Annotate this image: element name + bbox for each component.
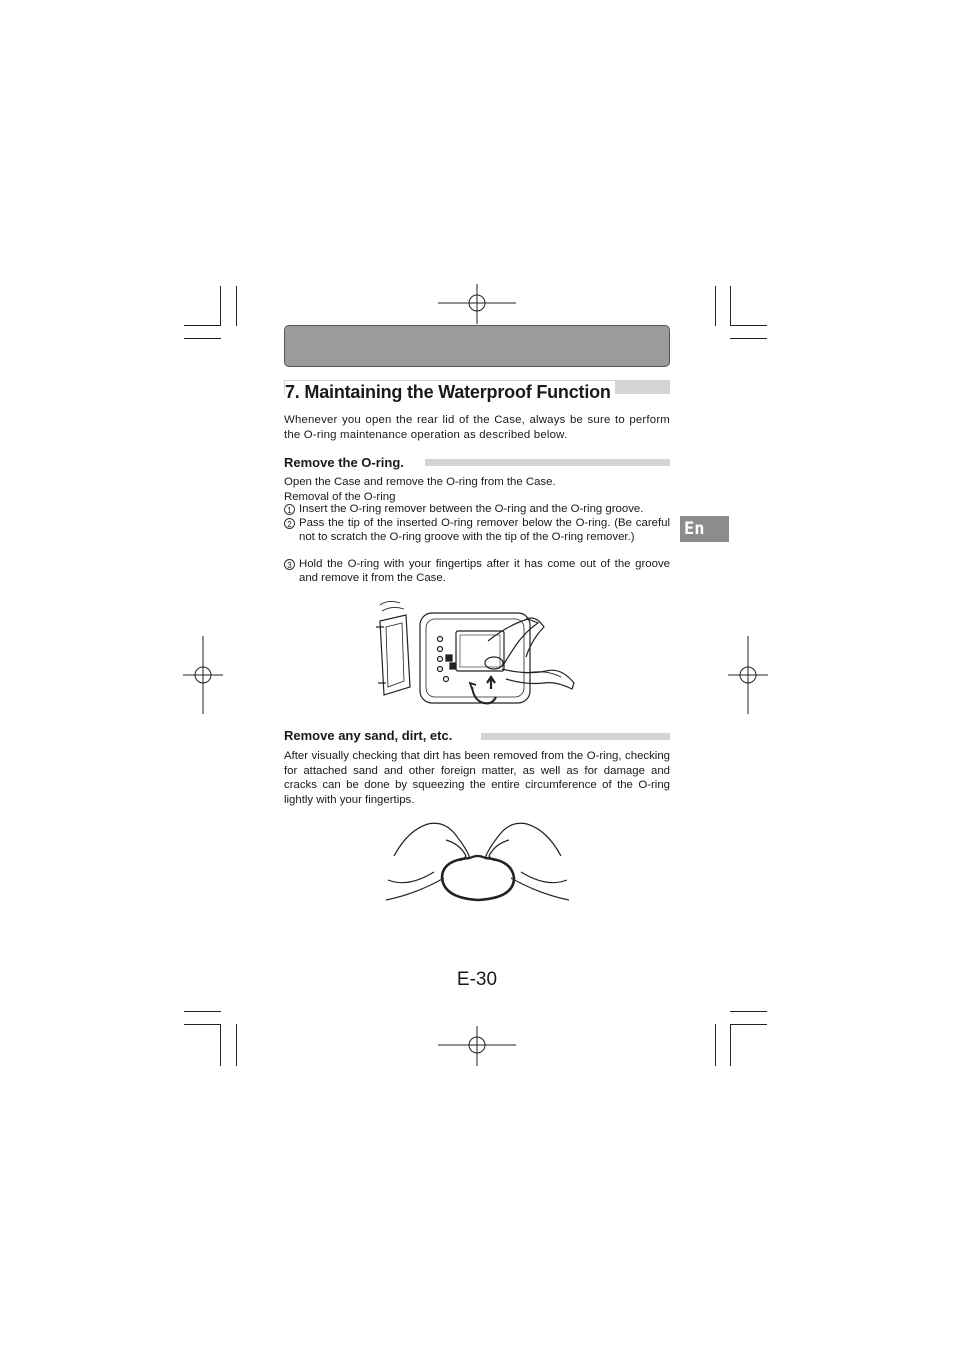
step-text: Insert the O-ring remover between the O-ring and the O-ring groove. bbox=[299, 503, 644, 515]
crop-mark bbox=[184, 325, 221, 326]
hands-squeezing-oring-illustration bbox=[386, 818, 569, 904]
registration-mark-icon bbox=[438, 1026, 516, 1066]
crop-mark bbox=[730, 1011, 767, 1012]
subheading-remove-sand: Remove any sand, dirt, etc. bbox=[284, 728, 453, 743]
step-text: Pass the tip of the inserted O-ring remover below the O-ring. (Be careful not to scratch the O-ring groove with the tip of the O-ring remover.) bbox=[299, 517, 670, 543]
crop-mark bbox=[715, 286, 716, 326]
registration-mark-icon bbox=[183, 636, 223, 714]
step-1 bbox=[284, 503, 670, 517]
crop-mark bbox=[730, 325, 767, 326]
step-number-badge: 1 bbox=[284, 504, 295, 515]
chapter-header-bar bbox=[284, 325, 670, 367]
crop-mark bbox=[184, 1011, 221, 1012]
crop-mark bbox=[220, 1024, 221, 1066]
step-3 bbox=[284, 558, 670, 585]
step-text: Hold the O-ring with your fingertips after it has come out of the groove and remove it from the Case. bbox=[299, 558, 670, 584]
crop-mark bbox=[730, 286, 731, 326]
crop-mark bbox=[715, 1024, 716, 1066]
step-2 bbox=[284, 517, 670, 544]
crop-mark bbox=[730, 338, 767, 339]
step-number-badge: 2 bbox=[284, 518, 295, 529]
registration-mark-icon bbox=[438, 284, 516, 324]
crop-mark bbox=[730, 1024, 731, 1066]
intro-paragraph: Whenever you open the rear lid of the Case, always be sure to perform the O-ring maintenance operation as described below. bbox=[284, 414, 670, 441]
crop-mark bbox=[184, 1024, 221, 1025]
page-number: E-30 bbox=[456, 969, 498, 990]
crop-mark bbox=[220, 286, 221, 326]
language-tab: En bbox=[680, 516, 729, 542]
section-title: 7. Maintaining the Waterproof Function bbox=[285, 381, 615, 403]
case-oring-removal-illustration bbox=[376, 597, 581, 709]
subheading-rule bbox=[481, 733, 670, 740]
crop-mark bbox=[730, 1024, 767, 1025]
oring-line-2: Removal of the O-ring bbox=[284, 491, 396, 503]
subheading-rule bbox=[425, 459, 670, 466]
registration-mark-icon bbox=[728, 636, 768, 714]
step-number-badge: 3 bbox=[284, 559, 295, 570]
crop-mark bbox=[236, 286, 237, 326]
oring-line-1: Open the Case and remove the O-ring from the Case. bbox=[284, 476, 556, 488]
crop-mark bbox=[184, 338, 221, 339]
crop-mark bbox=[236, 1024, 237, 1066]
sand-paragraph: After visually checking that dirt has been removed from the O-ring, checking for attached sand and other foreign matter, as well as for damage and cracks can be done by squeezing the entire circumference of the O-ring lightly with your fingertips. bbox=[284, 750, 670, 806]
subheading-remove-oring: Remove the O-ring. bbox=[284, 455, 404, 470]
